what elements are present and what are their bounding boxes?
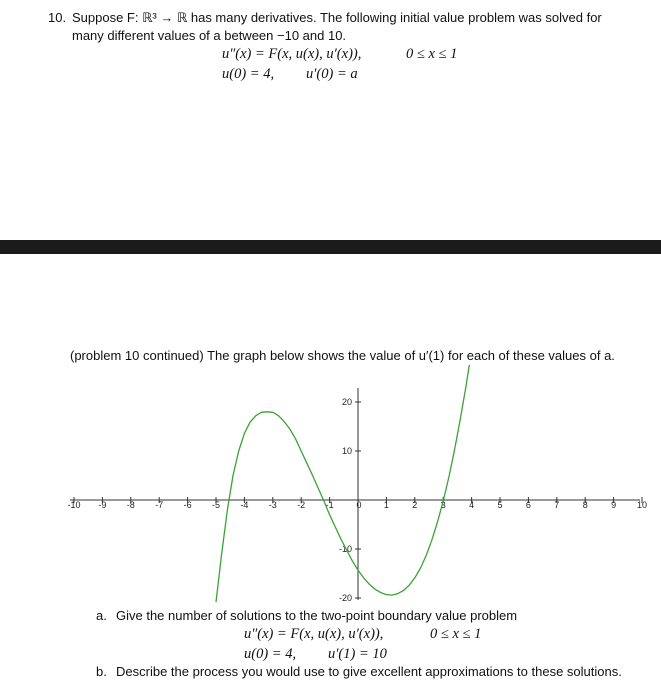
x-tick-label: -8	[126, 500, 135, 510]
bvp-equation: u″(x) = F(x, u(x), u′(x)),	[244, 626, 384, 642]
continued-text: (problem 10 continued) The graph below shows the value of u′(1) for each of these values of a.	[70, 348, 615, 363]
ivp-range: 0 ≤ x ≤ 1	[406, 46, 458, 62]
ivp-initial-condition-du: u′(0) = a	[306, 66, 358, 82]
x-tick-label: -4	[240, 500, 249, 510]
x-tick-label: 9	[611, 500, 617, 510]
bvp-boundary-condition-du1: u′(1) = 10	[328, 646, 387, 662]
x-tick-label: -5	[211, 500, 221, 510]
curve	[216, 365, 469, 602]
x-tick-label: -9	[98, 500, 107, 510]
x-tick-label: 4	[469, 500, 475, 510]
x-tick-label: 7	[554, 500, 560, 510]
problem-intro-line2: many different values of a between −10 and 10.	[72, 28, 347, 43]
ivp-equation: u″(x) = F(x, u(x), u′(x)),	[222, 46, 362, 62]
part-a-label: a.	[96, 608, 107, 623]
problem-number: 10.	[48, 10, 67, 25]
x-tick-label: 10	[636, 500, 648, 510]
part-b-label: b.	[96, 664, 107, 679]
x-tick-label: 6	[525, 500, 531, 510]
y-tick-label: -20	[338, 593, 352, 603]
x-tick-label: 1	[383, 500, 389, 510]
series-line	[216, 365, 469, 602]
part-a-text: Give the number of solutions to the two-point boundary value problem	[116, 608, 518, 623]
x-tick-label: -2	[297, 500, 306, 510]
axes	[70, 388, 642, 600]
bvp-range: 0 ≤ x ≤ 1	[430, 626, 482, 642]
y-tick-label: 10	[341, 446, 352, 456]
part-b-text: Describe the process you would use to give excellent approximations to these solutions.	[116, 664, 622, 679]
ivp-initial-condition-u: u(0) = 4,	[222, 66, 275, 82]
x-tick-label: 8	[582, 500, 588, 510]
problem-intro-line1: Suppose F: ℝ³ → ℝ has many derivatives. The following initial value problem was solved for	[72, 10, 602, 25]
x-tick-label: 5	[497, 500, 503, 510]
y-tick-label: 20	[341, 397, 352, 407]
y-tick-label: -10	[338, 544, 352, 554]
x-tick-label: 2	[412, 500, 418, 510]
x-tick-label: 3	[440, 500, 446, 510]
bvp-boundary-condition-u0: u(0) = 4,	[244, 646, 297, 662]
x-tick-label: -7	[155, 500, 164, 510]
page-divider	[0, 240, 661, 254]
x-tick-label: -10	[67, 500, 81, 510]
origin-label: 0	[356, 500, 362, 510]
x-tick-label: -3	[268, 500, 277, 510]
tick-labels	[67, 397, 647, 603]
x-tick-label: -1	[325, 500, 334, 510]
x-tick-label: -6	[183, 500, 192, 510]
